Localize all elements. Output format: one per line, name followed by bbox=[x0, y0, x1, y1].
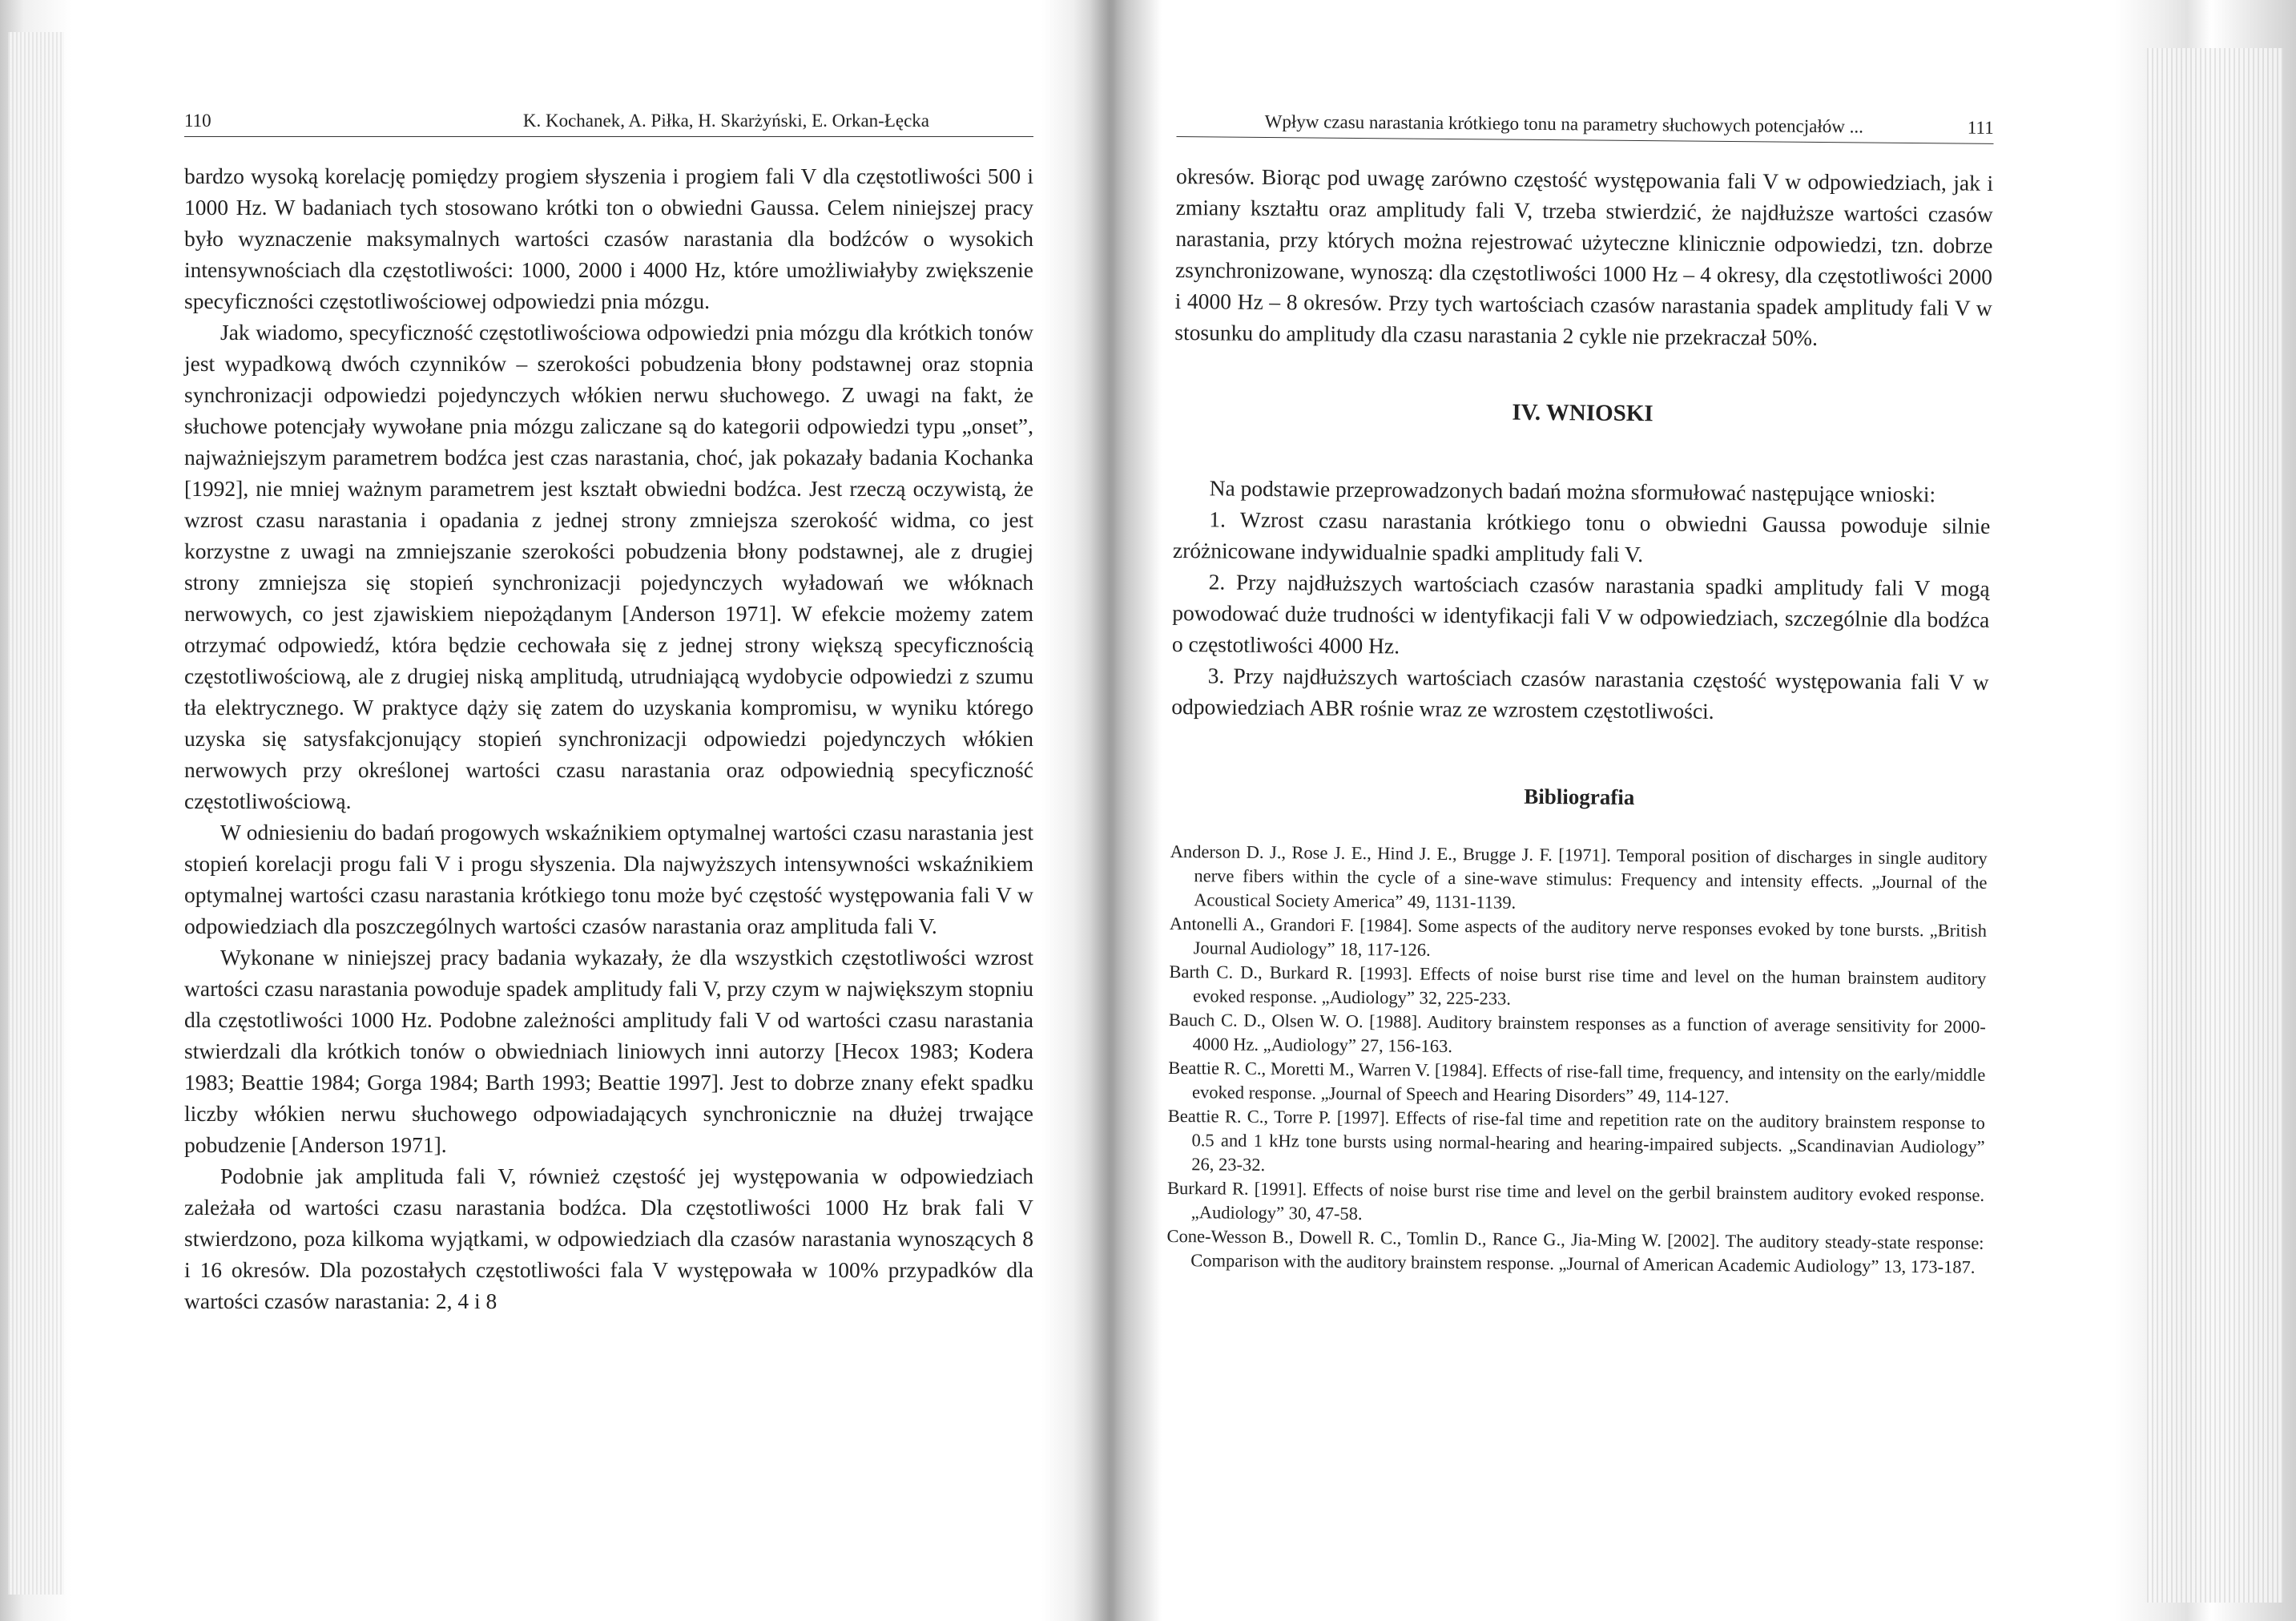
book-gutter bbox=[1073, 0, 1162, 1621]
right-body-text bbox=[1166, 160, 1993, 1280]
paragraph: okresów. Biorąc pod uwagę zarówno częstość występowania fali V w odpowiedziach, jak i zmiany kształtu oraz amplitudy fali V, trzeba stwierdzić, że najdłuższe wartości czasów narastania, przy których można rejestrować użyteczne klinicznie odpowiedzi, tzn. dobrze zsynchronizowane, wynoszą: dla częstotliwości 1000 Hz – 4 okresy, dla częstotliwości 2000 i 4000 Hz – 8 okresów. Przy tych wartościach czasów narastania spadek amplitudy fali V w stosunku do amplitudy dla czasu narastania 2 cykle nie przekraczał 50%. bbox=[1174, 163, 1994, 350]
bibliography-entry: Anderson D. J., Rose J. E., Hind J. E., Brugge J. F. [1971]. Temporal position of discharges in single auditory nerve fibers within the cycle of a sine-wave stimulus: Frequency and intensity effects. „Journal of the Acoustical Society America” 49, 1131-1139. bbox=[1170, 841, 1988, 913]
left-body-text bbox=[184, 160, 1033, 1317]
bibliography-entry: Beattie R. C., Torre P. [1997]. Effects of rise-fal time and repetition rate on the auditory brainstem response to 0.5 and 1 kHz tone bursts using normal-hearing and hearing-impaired subjects. „Scandinavian Audiology” 26, 23-32. bbox=[1167, 1105, 1985, 1175]
paragraph: Podobnie jak amplituda fali V, również częstość jej występowania w odpowiedziach zależała od wartości czasu narastania bodźca. Dla częstotliwości 1000 Hz brak fali V stwierdzono, poza kilkoma wyjątkami, w odpowiedziach dla czasów narastania wynoszących 8 i 16 okresów. Dla pozostałych częstotliwości fala V występowała w 100% przypadków dla wartości czasów narastania: 2, 4 i 8 bbox=[184, 1163, 1033, 1313]
paragraph: Jak wiadomo, specyficzność częstotliwościowa odpowiedzi pnia mózgu dla krótkich tonów jest wypadkową dwóch czynników – szerokości pobudzenia błony podstawnej oraz stopnia synchronizacji odpowiedzi pojedynczych włókien nerwu słuchowego. Z uwagi na fakt, że słuchowe potencjały wywołane pnia mózgu zaliczane są do kategorii odpowiedzi typu „onset”, najważniejszym parametrem bodźca jest czas narastania, choć, jak pokazały badania Kochanka [1992], nie mniej ważnym parametrem jest kształt obwiedni bodźca. Jest rzeczą oczywistą, że wzrost czasu narastania i opadania z jednej strony zmniejsza szerokość widma, co jest korzystne z uwagi na zmniejszanie szerokości pobudzenia błony podstawnej, ale z drugiej strony zmniejsza się stopień synchronizacji pojedynczych wyładowań we włóknach nerwowych, co jest zjawiskiem niepożądanym [Anderson 1971]. W efekcie możemy zatem otrzymać odpowiedź, która będzie cechowała się z jednej strony większą specyficznością częstotliwościową, ale z drugiej niską amplitudą, utrudniającą wydobycie odpowiedzi z szumu tła elektrycznego. W praktyce dąży się zatem do uzyskania kompromisu, w wyniku którego uzyska się satysfakcjonujący stopień synchronizacji odpowiedzi pojedynczych włókien nerwowych przy określonej wartości czasu narastania oraz odpowiednią specyficzność częstotliwościową. bbox=[184, 320, 1033, 813]
paragraph: Wykonane w niniejszej pracy badania wykazały, że dla wszystkich częstotliwości wzrost wartości czasu narastania powoduje spadek amplitudy fali V, przy czym w największym stopniu dla częstotliwości 1000 Hz. Podobne zależności amplitudy fali V od wartości czasu narastania stwierdzali dla krótkich tonów o obwiedniach liniowych inni autorzy [Hecox 1983; Kodera 1983; Beattie 1984; Gorga 1984; Barth 1993; Beattie 1997]. Jest to dobrze znany efekt spadku liczby włókien nerwu słuchowego odpowiadających synchronicznie na dłużej trwające pobudzenie [Anderson 1971]. bbox=[184, 945, 1033, 1157]
bibliography-entry: Cone-Wesson B., Dowell R. C., Tomlin D., Rance G., Jia-Ming W. [2002]. The auditory steady-state response: Comparison with the auditory brainstem response. „Journal of American Academic Audiology” 13, 173-187. bbox=[1166, 1225, 1984, 1277]
left-page-edges bbox=[8, 32, 64, 1595]
paragraph: bardzo wysoką korelację pomiędzy progiem słyszenia i progiem fali V dla częstotliwości 500 i 1000 Hz. W badaniach tych stosowano krótki ton o obwiedni Gaussa. Celem niniejszej pracy było wyznaczenie maksymalnych wartości czasów narastania dla bodźców o wysokich intensywnościach dla częstotliwości: 1000, 2000 i 4000 Hz, które umożliwiałyby zwiększenie specyficzności częstotliwościowej odpowiedzi pnia mózgu. bbox=[184, 163, 1033, 313]
right-page-edges bbox=[2147, 48, 2283, 1603]
page-number: 110 bbox=[184, 111, 211, 131]
conclusions-list bbox=[1171, 472, 1991, 729]
bibliography-entry: Barth C. D., Burkard R. [1993]. Effects of noise burst rise time and level on the human brainstem auditory evoked response. „Audiology” 32, 225-233. bbox=[1169, 961, 1987, 1009]
bibliography-list bbox=[1166, 840, 1988, 1280]
bibliography-title: Bibliografia bbox=[1524, 784, 1635, 810]
bibliography-entry: Beattie R. C., Moretti M., Warren V. [1984]. Effects of rise-fall time, frequency, and intensity on the early/middle evoked response. „Journal of Speech and Hearing Disorders” 49, 114-127. bbox=[1168, 1057, 1986, 1107]
bibliography-entry: Antonelli A., Grandori F. [1984]. Some aspects of the auditory nerve responses evoked by tone bursts. „British Journal Audiology” 18, 117-126. bbox=[1169, 913, 1988, 960]
page-number: 111 bbox=[1967, 117, 1994, 138]
paragraph: W odniesieniu do badań progowych wskaźnikiem optymalnej wartości czasu narastania jest stopień korelacji progu fali V i progu słyszenia. Dla najwyższych intensywności wskaźnikiem optymalnej wartości czasu narastania krótkiego tonu może być częstość występowania fali V w odpowiedziach dla poszczególnych wartości czasów narastania oraz amplituda fali V. bbox=[184, 820, 1033, 938]
conclusion-item: 3. Przy najdłuższych wartościach czasów narastania częstość występowania fali V w odpowiedziach ABR rośnie wraz ze wzrostem częstotliwości. bbox=[1171, 663, 1989, 724]
right-running-head bbox=[1177, 111, 1994, 144]
right-page bbox=[1166, 0, 1995, 1621]
conclusions-intro: Na podstawie przeprowadzonych badań można sformułować następujące wnioski: bbox=[1209, 475, 1936, 507]
left-running-head bbox=[184, 111, 1033, 137]
running-head-title: Wpływ czasu narastania krótkiego tonu na parametry słuchowych potencjałów ... bbox=[1264, 111, 1864, 137]
running-head-authors: K. Kochanek, A. Piłka, H. Skarżyński, E. Orkan-Łęcka bbox=[522, 111, 929, 131]
conclusion-item: 2. Przy najdłuższych wartościach czasów narastania spadki amplitudy fali V mogą powodować duże trudności w identyfikacji fali V w odpowiedziach, szczególnie dla bodźca o częstotliwości 4000 Hz. bbox=[1171, 569, 1990, 659]
left-page bbox=[184, 0, 1033, 1621]
bibliography-entry: Burkard R. [1991]. Effects of noise burst rise time and level on the gerbil brainstem auditory evoked response. „Audiology” 30, 47-58. bbox=[1166, 1177, 1985, 1224]
bibliography-entry: Bauch C. D., Olsen W. O. [1988]. Auditory brainstem responses as a function of average sensitivity for 2000-4000 Hz. „Audiology” 27, 156-163. bbox=[1168, 1009, 1986, 1057]
conclusion-item: 1. Wzrost czasu narastania krótkiego tonu o obwiedni Gaussa powoduje silnie zróżnicowane indywidualnie spadki amplitudy fali V. bbox=[1172, 506, 1991, 567]
section-title: IV. WNIOSKI bbox=[1512, 399, 1654, 427]
